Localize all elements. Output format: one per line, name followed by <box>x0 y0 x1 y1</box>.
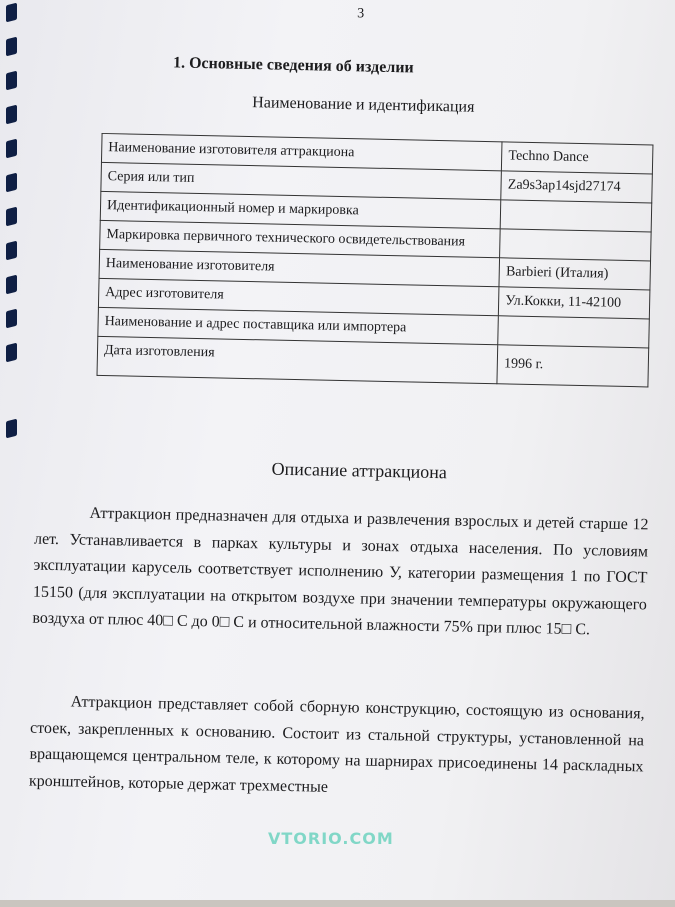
table-cell-label: Наименование и адрес поставщика или импортера <box>98 307 499 344</box>
table-cell-value <box>500 229 651 261</box>
description-heading: Описание аттракциона <box>271 458 448 483</box>
table-cell-label: Дата изготовления <box>97 336 498 383</box>
table-cell-value: Za9s3ap14sjd27174 <box>501 171 652 203</box>
table-heading: Наименование и идентификация <box>252 94 475 116</box>
table-cell-label: Адрес изготовителя <box>98 278 499 315</box>
table-cell-label: Маркировка первичного технического освидетельствования <box>100 220 501 257</box>
table-cell-label: Наименование изготовителя <box>99 249 500 286</box>
section-heading: 1. Основные сведения об изделии <box>172 54 414 77</box>
table-cell-value: Techno Dance <box>502 142 653 174</box>
table-cell-value: Ул.Кокки, 11-42100 <box>499 287 650 319</box>
table-cell-value: 1996 г. <box>497 345 649 387</box>
paragraph: Аттракцион представляет собой сборную конструкцию, состоящую из основания, стоек, закрепленных к основанию. Состоит из стальной структуры, установленной на вращающемся центральном теле, к которому на шарнирах присоединены 14 раскладных кронштейнов, которые держат трехместные <box>28 693 645 796</box>
table-cell-label: Серия или тип <box>101 162 502 199</box>
table-cell-label: Идентификационный номер и маркировка <box>100 191 501 228</box>
paragraph: Аттракцион предназначен для отдыха и развлечения взрослых и детей старше 12 лет. Устанавливается в парках культуры и зонах отдыха населения. По условиям эксплуатации карусель соответствует исполнению У, категории размещения 1 по ГОСТ 15150 (для эксплуатации на открытом воздухе при значении температуры окружающего воздуха от плюс 40□ С до 0□ С и относительной влажности 75% при плюс 15□ С. <box>32 504 649 639</box>
page-number: 3 <box>356 6 365 22</box>
table-cell-value <box>498 316 649 348</box>
identification-table <box>96 133 653 388</box>
table-cell-value: Barbieri (Италия) <box>499 258 650 290</box>
watermark: VTORIO.COM <box>268 829 394 848</box>
table-cell-value <box>500 200 651 232</box>
table-cell-label: Наименование изготовителя аттракциона <box>101 133 502 170</box>
